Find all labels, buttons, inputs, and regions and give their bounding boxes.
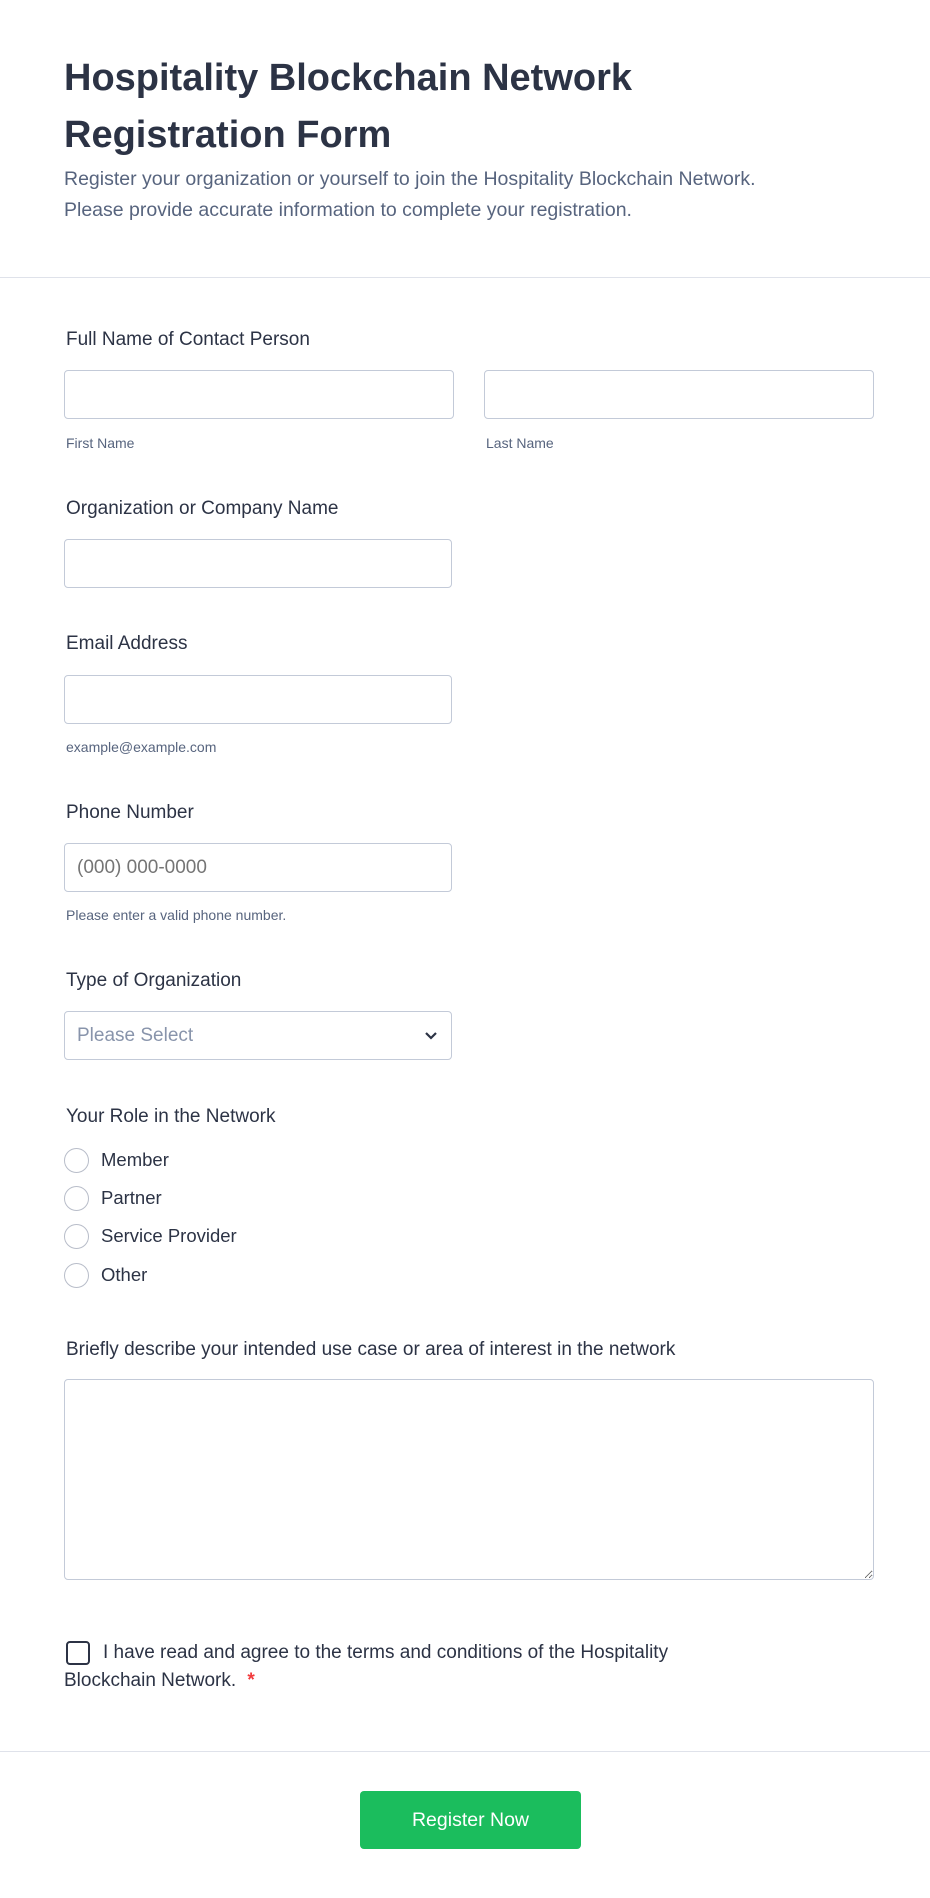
terms-line2 <box>64 1668 255 1694</box>
role-radio-other[interactable] <box>64 1263 89 1288</box>
role-option-label[interactable]: Service Provider <box>101 1225 237 1246</box>
phone-input[interactable] <box>64 843 452 892</box>
role-radio-partner[interactable] <box>64 1186 89 1211</box>
last-name-input[interactable] <box>484 370 874 419</box>
required-mark: * <box>247 1670 255 1691</box>
email-input[interactable] <box>64 675 452 724</box>
terms-checkbox[interactable] <box>66 1641 90 1665</box>
first-name-sublabel: First Name <box>66 435 135 451</box>
page-subtitle <box>64 164 884 226</box>
use-case-label: Briefly describe your intended use case or area of interest in the network <box>66 1339 676 1360</box>
email-sublabel: example@example.com <box>66 739 217 755</box>
org-type-selected: Please Select <box>77 1024 194 1046</box>
subtitle-line: Please provide accurate information to complete your registration. <box>64 199 632 221</box>
header-divider <box>0 277 930 278</box>
org-type-label: Type of Organization <box>66 970 242 991</box>
full-name-label: Full Name of Contact Person <box>66 329 310 350</box>
organization-input[interactable] <box>64 539 452 588</box>
first-name-input[interactable] <box>64 370 454 419</box>
phone-label: Phone Number <box>66 802 194 823</box>
footer-divider <box>0 1751 930 1752</box>
role-label: Your Role in the Network <box>66 1106 276 1127</box>
chevron-down-icon <box>423 1027 439 1043</box>
terms-line1: I have read and agree to the terms and conditions of the Hospitality <box>103 1642 669 1663</box>
role-radio-service-provider[interactable] <box>64 1224 89 1249</box>
subtitle-line: Register your organization or yourself to join the Hospitality Blockchain Network. <box>64 168 756 190</box>
role-option-label[interactable]: Member <box>101 1149 169 1170</box>
org-type-select[interactable] <box>64 1011 452 1060</box>
organization-label: Organization or Company Name <box>66 498 339 519</box>
page-title: Hospitality Blockchain Network Registration Form <box>64 57 633 156</box>
role-option-label[interactable]: Partner <box>101 1187 162 1208</box>
role-option-label[interactable]: Other <box>101 1264 148 1285</box>
phone-sublabel: Please enter a valid phone number. <box>66 907 287 923</box>
last-name-sublabel: Last Name <box>486 435 554 451</box>
use-case-textarea[interactable] <box>64 1379 874 1580</box>
role-radio-member[interactable] <box>64 1148 89 1173</box>
terms-text: Blockchain Network. <box>64 1670 237 1691</box>
email-label: Email Address <box>66 633 188 654</box>
register-now-button[interactable]: Register Now <box>360 1791 581 1849</box>
